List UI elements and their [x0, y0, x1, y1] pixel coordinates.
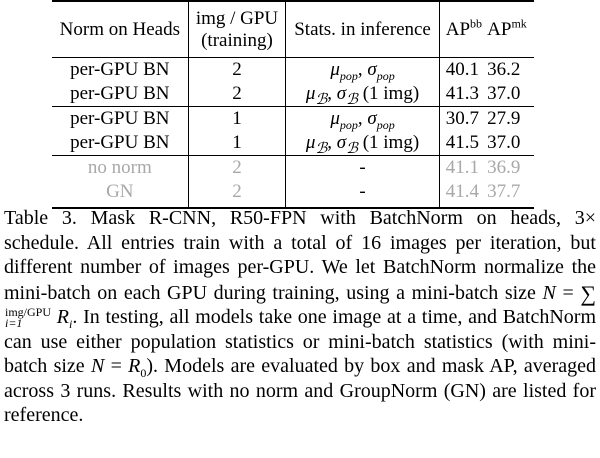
- cell-stats: $\mu_ℬ$, $\sigma_ℬ$ (1 img): [286, 131, 439, 156]
- header-ap-bb: $AP^{bb}$: [439, 1, 485, 58]
- header-stats-in-inference: Stats. in inference: [286, 1, 439, 58]
- cell-stats: -: [286, 156, 439, 181]
- cell-norm: per-GPU BN: [52, 131, 188, 156]
- cell-ap-mk: 37.0: [487, 83, 521, 104]
- cell-ap-mk: 27.9: [485, 107, 534, 132]
- cell-ap-bb: 41.5: [445, 132, 479, 153]
- cell-norm: per-GPU BN: [52, 58, 188, 83]
- cell-ap-bb: 40.1: [439, 58, 485, 83]
- table-caption: [4, 206, 596, 428]
- cell-img: 1: [188, 107, 286, 132]
- cell-ap-mk: 36.9: [485, 156, 534, 181]
- table-row: [52, 107, 534, 132]
- cell-img: 2: [188, 82, 286, 107]
- cell-stats: $\mu_ℬ$, $\sigma_ℬ$ (1 img): [286, 82, 439, 107]
- cell-img: 2: [188, 58, 286, 83]
- cell-stats: $\mu_{pop}$, $\sigma_{pop}$: [286, 58, 439, 83]
- table-row: [52, 180, 534, 208]
- table-row: [52, 131, 534, 156]
- header-img-per-gpu: img / GPU (training): [188, 1, 286, 58]
- table-header-row: [52, 1, 534, 58]
- results-table: [52, 0, 534, 209]
- cell-img: 2: [188, 180, 286, 208]
- cell-norm: no norm: [52, 156, 188, 181]
- cell-ap-mk: 36.2: [485, 58, 534, 83]
- cell-ap-bb: 41.3: [445, 83, 479, 104]
- caption-text: Table 3. Mask R-CNN, R50-FPN with BatchNorm on heads, 3× schedule. All entries train with a total of 16 images per iteration, but different number of images per-GPU. We let BatchNorm normalize the mini-batch on each GPU during training, using a mini-batch size N = ∑img/GPU i=1 $R_i$. In testing, all models take one image at a time, and BatchNorm can use either population statistics or mini-batch statistics (with mini-batch size $N = R_0$). Models are evaluated by box and mask AP, averaged across 3 runs. Results with no norm and GroupNorm (GN) are listed for reference.: [4, 207, 597, 426]
- table-row: [52, 58, 534, 83]
- cell-ap-bb: 30.7: [439, 107, 485, 132]
- table-row: [52, 82, 534, 107]
- cell-img: 1: [188, 131, 286, 156]
- table-row: [52, 156, 534, 181]
- cell-norm: per-GPU BN: [52, 107, 188, 132]
- cell-stats: -: [286, 180, 439, 208]
- cell-ap-mk: 37.7: [485, 180, 534, 208]
- cell-ap-bb: 41.4: [439, 180, 485, 208]
- cell-stats: $\mu_{pop}$, $\sigma_{pop}$: [286, 107, 439, 132]
- cell-norm: GN: [52, 180, 188, 208]
- cell-img: 2: [188, 156, 286, 181]
- header-norm-on-heads: Norm on Heads: [52, 1, 188, 58]
- cell-ap-mk: 37.0: [487, 132, 521, 153]
- cell-ap-bb: 41.1: [439, 156, 485, 181]
- cell-norm: per-GPU BN: [52, 82, 188, 107]
- header-ap-mk: $AP^{mk}$: [485, 1, 534, 58]
